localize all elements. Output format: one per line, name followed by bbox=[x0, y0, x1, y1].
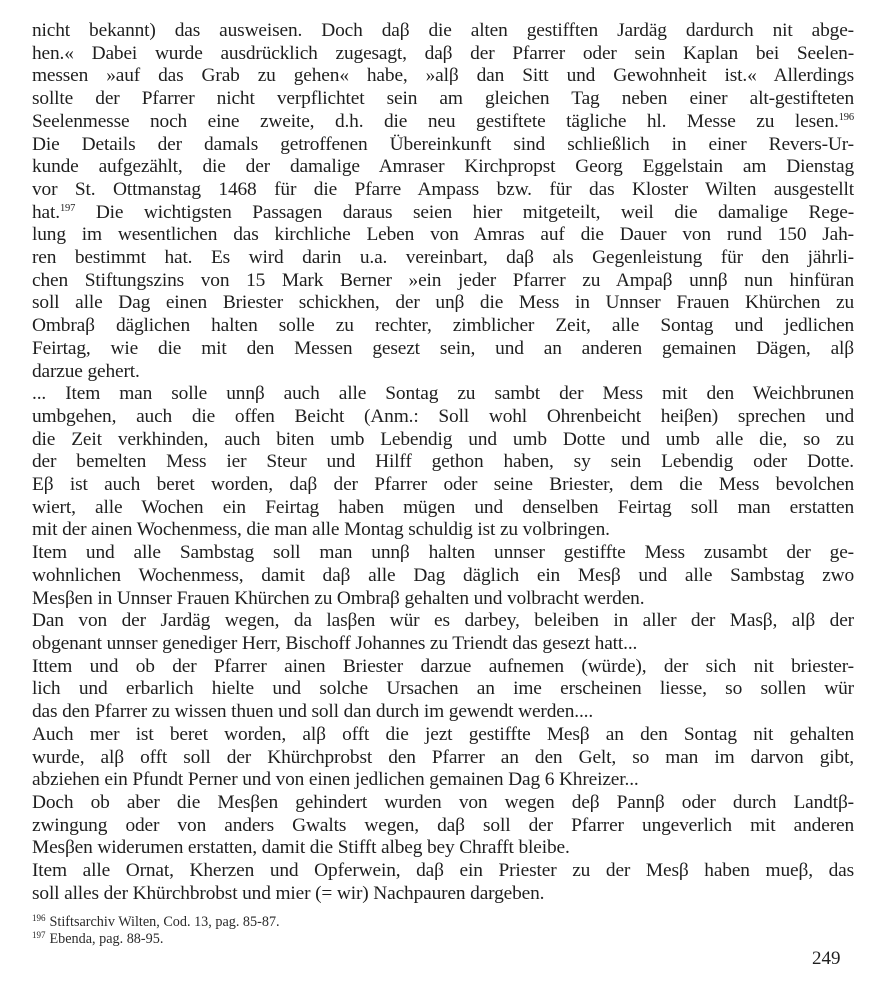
text-line bbox=[32, 542, 854, 565]
text-line bbox=[32, 270, 854, 293]
text-line bbox=[32, 724, 854, 747]
line-text: Dan von der Jardäg wegen, da lasβen wür es darbey, beleiben in aller der Masβ, alβ der bbox=[32, 610, 854, 632]
text-line bbox=[32, 610, 854, 633]
line-text: Ombraβ däglichen halten solle zu rechter, zimblicher Zeit, alle Sontag und jedlichen bbox=[32, 315, 854, 337]
text-line bbox=[32, 179, 854, 202]
line-text: umbgehen, auch die offen Beicht (Anm.: Soll wohl Ohrenbeicht heiβen) sprechen und bbox=[32, 405, 854, 427]
text-line bbox=[32, 474, 854, 497]
text-line bbox=[32, 111, 854, 134]
text-line bbox=[32, 202, 854, 225]
body-text bbox=[32, 20, 854, 905]
text-line bbox=[32, 406, 854, 429]
footnote-text: Stiftsarchiv Wilten, Cod. 13, pag. 85-87. bbox=[49, 914, 280, 931]
line-text: ... Item man solle unnβ auch alle Sontag zu sambt der Mess mit den Weichbrunen bbox=[32, 383, 854, 405]
line-text: Auch mer ist beret worden, alβ offt die jezt gestiffte Mesβ an den Sontag nit gehalten bbox=[32, 723, 854, 745]
line-text: der bemelten Mess ier Steur und Hilff gethon haben, sy sein Lebendig oder Dotte. bbox=[32, 451, 854, 473]
line-text: Die Details der damals getroffenen Übereinkunft sind schließlich in einer Revers-Ur- bbox=[32, 133, 854, 155]
text-line bbox=[32, 837, 854, 860]
line-text: sollte der Pfarrer nicht verpflichtet sein am gleichen Tag neben einer alt-gestifteten bbox=[32, 88, 854, 110]
text-line bbox=[32, 519, 854, 542]
line-text-continued: Die wichtigsten Passagen daraus seien hier mitgeteilt, weil die damalige Rege- bbox=[75, 201, 854, 223]
text-line bbox=[32, 701, 854, 724]
text-line bbox=[32, 20, 854, 43]
line-text: Doch ob aber die Mesβen gehindert wurden von wegen deβ Pannβ oder durch Landtβ- bbox=[32, 791, 854, 813]
text-line bbox=[32, 588, 854, 611]
line-text: zwingung oder von anders Gwalts wegen, daβ soll der Pfarrer ungeverlich mit anderen bbox=[32, 814, 854, 836]
text-line bbox=[32, 65, 854, 88]
text-line bbox=[32, 451, 854, 474]
line-text: mit der ainen Wochenmess, die man alle Montag schuldig ist zu volbringen. bbox=[32, 519, 610, 541]
line-text: Item und alle Sambstag soll man unnβ halten unnser gestiffte Mess zusambt der ge- bbox=[32, 542, 854, 564]
text-line bbox=[32, 656, 854, 679]
text-line bbox=[32, 361, 854, 384]
text-line bbox=[32, 565, 854, 588]
line-text: ren bestimmt hat. Es wird darin u.a. vereinbart, daβ als Gegenleistung für den jährli- bbox=[32, 247, 854, 269]
text-line bbox=[32, 383, 854, 406]
footnote-mark: 197 bbox=[32, 929, 46, 940]
text-line bbox=[32, 769, 854, 792]
text-line bbox=[32, 134, 854, 157]
text-line bbox=[32, 429, 854, 452]
text-line bbox=[32, 747, 854, 770]
text-line bbox=[32, 633, 854, 656]
footnotes bbox=[32, 914, 854, 948]
line-text: wurde, alβ offt soll der Khürchprobst den Pfarrer an den Gelt, so man im darvon gibt, bbox=[32, 746, 854, 768]
text-line bbox=[32, 247, 854, 270]
line-text: vor St. Ottmanstag 1468 für die Pfarre Ampass bzw. für das Kloster Wilten ausgestellt bbox=[32, 178, 854, 200]
line-text: Seelenmesse noch eine zweite, d.h. die neu gestiftete tägliche hl. Messe zu lesen. bbox=[32, 110, 839, 132]
line-text: Mesβen widerumen erstatten, damit die Stifft albeg bey Chrafft bleibe. bbox=[32, 837, 570, 859]
footnote-reference[interactable]: 196 bbox=[838, 111, 854, 123]
line-text: soll alle Dag einen Briester schickhen, der unβ die Mess in Unnser Frauen Khürchen zu bbox=[32, 292, 854, 314]
line-text: lich und erbarlich hielte und solche Ursachen an ime erscheinen liesse, so sollen wür bbox=[32, 678, 854, 700]
text-line bbox=[32, 43, 854, 66]
page-number: 249 bbox=[812, 948, 841, 969]
footnote-text: Ebenda, pag. 88-95. bbox=[49, 931, 164, 948]
line-text: kunde aufgezählt, die der damalige Amraser Kirchpropst Georg Eggelstain am Dienstag bbox=[32, 156, 854, 178]
line-text: nicht bekannt) das ausweisen. Doch daβ die alten gestifften Jardäg dardurch nit abge- bbox=[32, 20, 854, 41]
text-line bbox=[32, 156, 854, 179]
footnote bbox=[32, 914, 854, 931]
text-line bbox=[32, 860, 854, 883]
text-line bbox=[32, 338, 854, 361]
line-text: hen.« Dabei wurde ausdrücklich zugesagt, daβ der Pfarrer oder sein Kaplan bei Seelen- bbox=[32, 42, 854, 64]
line-text: chen Stiftungszins von 15 Mark Berner »ein jeder Pfarrer zu Ampaβ unnβ nun hinfüran bbox=[32, 269, 854, 291]
line-text: wohnlichen Wochenmess, damit daβ alle Dag däglich ein Mesβ und alle Sambstag zwo bbox=[32, 564, 854, 586]
footnote-reference[interactable]: 197 bbox=[59, 202, 76, 214]
line-text: lung im wesentlichen das kirchliche Leben von Amras auf die Dauer von rund 150 Jah- bbox=[32, 224, 854, 246]
line-text: die Zeit verkhinden, auch biten umb Lebendig und umb Dotte und umb alle die, so zu bbox=[32, 428, 854, 450]
footnote bbox=[32, 931, 854, 948]
text-line bbox=[32, 678, 854, 701]
text-line bbox=[32, 883, 854, 906]
document-page bbox=[32, 20, 854, 948]
line-text: messen »auf das Grab zu gehen« habe, »alβ dan Sitt und Gewohnheit ist.« Allerdings bbox=[32, 65, 854, 87]
text-line bbox=[32, 815, 854, 838]
line-text: soll alles der Khürchbrobst und mier (= wir) Nachpauren dargeben. bbox=[32, 882, 545, 904]
line-text: hat. bbox=[32, 201, 60, 223]
line-text: abziehen ein Pfundt Perner und von einen jedlichen gemainen Dag 6 Khreizer... bbox=[32, 769, 639, 791]
line-text: Ittem und ob der Pfarrer ainen Briester darzue aufnemen (würde), der sich nit briester- bbox=[32, 655, 854, 677]
line-text: Feirtag, wie die mit den Messen gesezt sein, und an anderen gemainen Dägen, alβ bbox=[32, 337, 854, 359]
text-line bbox=[32, 88, 854, 111]
line-text: Item alle Ornat, Kherzen und Opferwein, daβ ein Priester zu der Mesβ haben mueβ, das bbox=[32, 860, 854, 882]
line-text: Mesβen in Unnser Frauen Khürchen zu Ombraβ gehalten und volbracht werden. bbox=[32, 587, 645, 609]
footnote-mark: 196 bbox=[32, 912, 46, 923]
text-line bbox=[32, 792, 854, 815]
text-line bbox=[32, 497, 854, 520]
text-line bbox=[32, 315, 854, 338]
text-line bbox=[32, 224, 854, 247]
line-text: Eβ ist auch beret worden, daβ der Pfarrer oder seine Briester, dem die Mess bevolchen bbox=[32, 474, 854, 496]
line-text: obgenant unnser genediger Herr, Bischoff Johannes zu Triendt das gesezt hatt... bbox=[32, 632, 638, 654]
line-text: wiert, alle Wochen ein Feirtag haben mügen und denselben Feirtag soll man erstatten bbox=[32, 496, 854, 518]
text-line bbox=[32, 292, 854, 315]
line-text: darzue gehert. bbox=[32, 360, 140, 382]
line-text: das den Pfarrer zu wissen thuen und soll dan durch im gewendt werden.... bbox=[32, 701, 594, 723]
